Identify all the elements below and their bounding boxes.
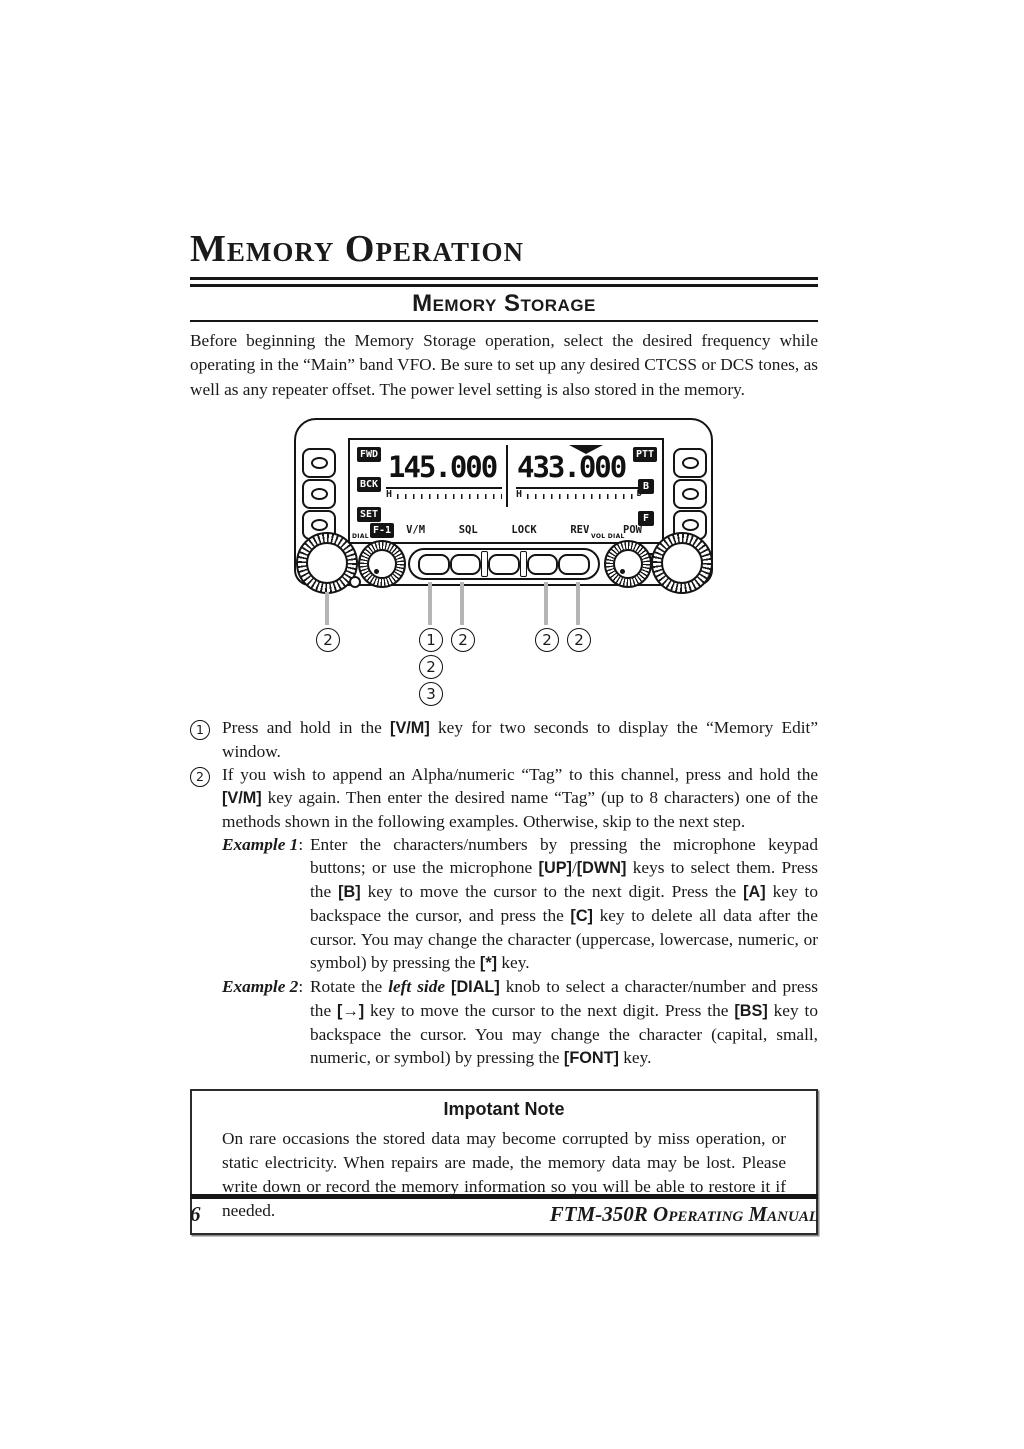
right-frequency-value: 433.000 <box>517 450 626 485</box>
title-double-rule <box>190 277 818 287</box>
softkey-pow-label: POW <box>623 524 642 537</box>
right-dial-knob <box>651 532 713 594</box>
button-separator <box>520 551 527 577</box>
example-2 <box>222 975 818 1070</box>
instruction-steps <box>190 716 818 1070</box>
callout-line <box>576 582 580 625</box>
meter-ticks <box>397 494 502 499</box>
ptt-softkey-badge: PTT <box>633 447 657 462</box>
callout-line <box>325 592 329 625</box>
right-signal-meter <box>516 487 642 500</box>
left-volume-knob <box>358 540 406 588</box>
step-2-marker <box>190 763 222 833</box>
knob-pointer <box>620 569 625 574</box>
step-2 <box>190 763 818 833</box>
callout-number: 2 <box>451 628 475 652</box>
softkey-lock-label: LOCK <box>511 524 537 537</box>
softkey-vm-label: V/M <box>406 524 426 537</box>
step-2-text: If you wish to append an Alpha/numeric “Tag” to this channel, press and hold the [V/M] key again. Then enter the desired name “Tag” (up to 8 characters) one of the methods shown in the following examples. Otherwise, skip to the next step. <box>222 765 818 832</box>
example-1-text: Enter the characters/numbers by pressing the microphone keypad buttons; or use the microphone [UP]/[DWN] keys to select them. Press the [B] key to move the cursor to the next digit. Press the [A] key to backspace the cursor, and press the [C] key to delete all data after the cursor. You may change the character (uppercase, lowercase, numeric, or symbol) by pressing the [*] key. <box>310 835 818 973</box>
meter-ticks <box>527 494 634 499</box>
display-divider <box>506 445 508 507</box>
dial-vol-label: DIAL VOL <box>352 533 386 541</box>
left-side-button-1 <box>302 448 336 478</box>
meter-line <box>386 487 502 489</box>
d-indicator: D <box>636 489 642 500</box>
example-2-label: Example 2: <box>222 977 304 997</box>
button-separator <box>481 551 488 577</box>
knob-pointer <box>374 569 379 574</box>
example-2-text: Rotate the left side [DIAL] knob to select a character/number and press the [→] key to move the cursor to the next digit. Press the [BS] key to backspace the cursor. You may change the character (capital, small, numeric, or symbol) by pressing the [FONT] key. <box>310 977 818 1068</box>
right-volume-knob <box>604 540 652 588</box>
right-power-indicator: H <box>516 489 523 501</box>
note-body: On rare occasions the stored data may become corrupted by miss operation, or static electricity. When repairs are made, the memory data may be lost. Please write down or record the memory information so you will be able to restore it if needed. <box>222 1128 786 1220</box>
radio-display <box>348 438 664 544</box>
front-button-strip <box>408 548 600 580</box>
knob-cap <box>661 542 703 584</box>
right-side-button-2 <box>673 479 707 509</box>
page-footer <box>190 1194 818 1227</box>
left-jack <box>349 576 361 588</box>
f-key-badge: F <box>638 511 654 526</box>
f1-key-badge: F-1 <box>370 523 394 538</box>
bck-softkey-badge: BCK <box>357 477 381 492</box>
callout-number: 3 <box>419 682 443 706</box>
softkey-sql-label: SQL <box>458 524 478 537</box>
front-button-2 <box>450 554 482 575</box>
example-1-label: Example 1: <box>222 835 304 855</box>
vol-dial-label: VOL DIAL <box>591 533 625 541</box>
note-title: Impotant Note <box>443 1099 565 1120</box>
section-rule <box>190 320 818 322</box>
footer-rule <box>190 1194 818 1199</box>
knob-cap <box>367 549 397 579</box>
example-1 <box>222 833 818 975</box>
callout-number: 2 <box>316 628 340 652</box>
left-frequency-value: 145.000 <box>388 450 497 485</box>
fwd-softkey-badge: FWD <box>357 447 381 462</box>
left-side-button-2 <box>302 479 336 509</box>
set-softkey-badge: SET <box>357 507 381 522</box>
radio-diagram <box>294 412 714 708</box>
left-power-indicator: H <box>386 489 393 501</box>
page-number: 6 <box>190 1202 201 1226</box>
step-number: 2 <box>190 767 210 787</box>
front-button-4 <box>527 554 559 575</box>
step-1 <box>190 716 818 763</box>
callout-number: 2 <box>419 655 443 679</box>
step-1-marker <box>190 716 222 763</box>
knob-cap <box>613 549 643 579</box>
callout-line <box>460 582 464 625</box>
b-band-badge: B <box>638 479 654 494</box>
step-number: 1 <box>190 720 210 740</box>
step-1-text: Press and hold in the [V/M] key for two seconds to display the “Memory Edit” window. <box>222 718 819 762</box>
meter-line <box>516 487 642 489</box>
left-signal-meter <box>386 487 502 500</box>
knob-cap <box>306 542 348 584</box>
section-title: Memory Storage <box>412 290 596 317</box>
intro-paragraph: Before beginning the Memory Storage operation, select the desired frequency while operating in the “Main” band VFO. Be sure to set up any desired CTCSS or DCS tones, as well as any repeater offset. The power level setting is also stored in the memory. <box>190 330 818 399</box>
right-side-button-1 <box>673 448 707 478</box>
callout-line <box>544 582 548 625</box>
callout-number: 1 <box>419 628 443 652</box>
front-button-1 <box>418 554 450 575</box>
front-button-3 <box>488 554 520 575</box>
manual-title: FTM-350R Operating Manual <box>549 1202 818 1226</box>
front-button-5 <box>558 554 590 575</box>
page-content <box>190 230 818 1235</box>
callout-line <box>428 582 432 625</box>
callout-number: 2 <box>535 628 559 652</box>
softkey-rev-label: REV <box>570 524 590 537</box>
callout-number: 2 <box>567 628 591 652</box>
page-title: Memory Operation <box>190 228 524 270</box>
